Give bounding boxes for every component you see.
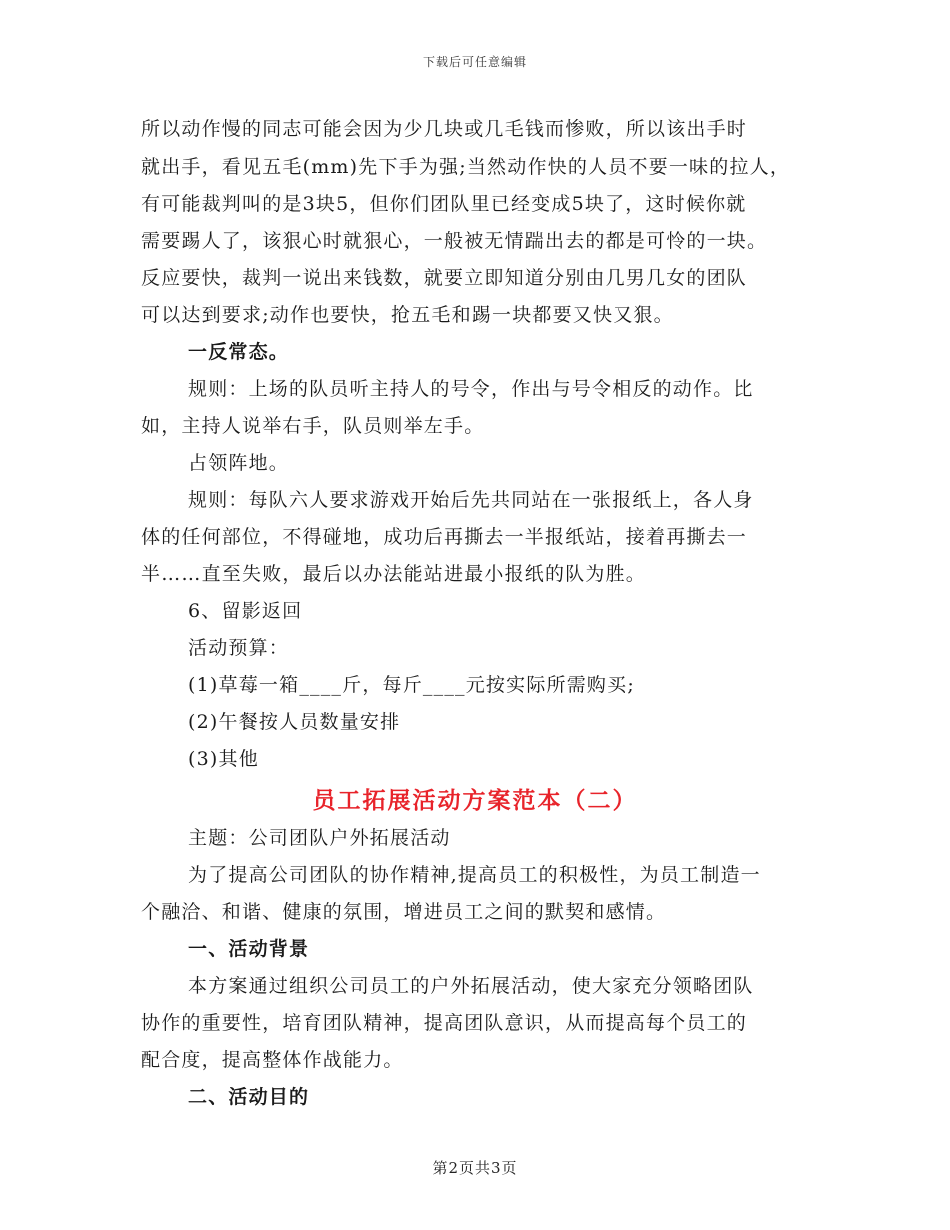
paragraph-line: 有可能裁判叫的是3块5，但你们团队里已经变成5块了，这时候你就 [141,193,747,215]
paragraph-line: 个融洽、和谐、健康的氛围，增进员工之间的默契和感情。 [141,901,667,923]
section-heading: 一、活动背景 [188,938,310,960]
paragraph-line: 可以达到要求;动作也要快，抢五毛和踢一块都要又快又狠。 [141,304,674,326]
paragraph-line: 需要踢人了，该狠心时就狠心，一般被无情踹出去的都是可怜的一块。 [141,230,768,252]
paragraph-line: 规则：上场的队员听主持人的号令，作出与号令相反的动作。比 [188,378,754,400]
paragraph-line: 如，主持人说举右手，队员则举左手。 [141,415,485,437]
header-note: 下载后可任意编辑 [422,55,527,69]
paragraph-line: 规则：每队六人要求游戏开始后先共同站在一张报纸上，各人身 [188,489,754,511]
budget-item: (3)其他 [188,748,259,770]
paragraph-line: 体的任何部位，不得碰地，成功后再撕去一半报纸站，接着再撕去一 [141,526,748,548]
paragraph-line: 6、留影返回 [188,600,303,622]
paragraph-line: 反应要快，裁判一说出来钱数，就要立即知道分别由几男几女的团队 [141,267,748,289]
section-heading: 二、活动目的 [188,1086,310,1108]
paragraph-line: 协作的重要性，培育团队精神，提高团队意识，从而提高每个员工的 [141,1012,748,1034]
section-title: 员工拓展活动方案范本（二） [312,787,638,814]
budget-item: (1)草莓一箱____斤，每斤____元按实际所需购买; [188,674,635,696]
page-footer: 第2页共3页 [432,1159,518,1177]
paragraph-line: 半……直至失败，最后以办法能站进最小报纸的队为胜。 [141,563,647,585]
paragraph-line: 活动预算： [188,637,290,659]
paragraph-line: 所以动作慢的同志可能会因为少几块或几毛钱而惨败，所以该出手时 [141,118,748,140]
section-heading: 一反常态。 [188,341,290,363]
paragraph-line: 本方案通过组织公司员工的户外拓展活动，使大家充分领略团队 [188,975,754,997]
paragraph-line: 主题：公司团队户外拓展活动 [188,827,451,849]
paragraph-line: 就出手，看见五毛(mm)先下手为强;当然动作快的人员不要一味的拉人， [141,156,791,178]
paragraph-line: 配合度，提高整体作战能力。 [141,1049,404,1071]
paragraph-line: 为了提高公司团队的协作精神,提高员工的积极性，为员工制造一 [188,864,761,886]
paragraph-line: 占领阵地。 [188,452,290,474]
budget-item: (2)午餐按人员数量安排 [188,711,401,733]
